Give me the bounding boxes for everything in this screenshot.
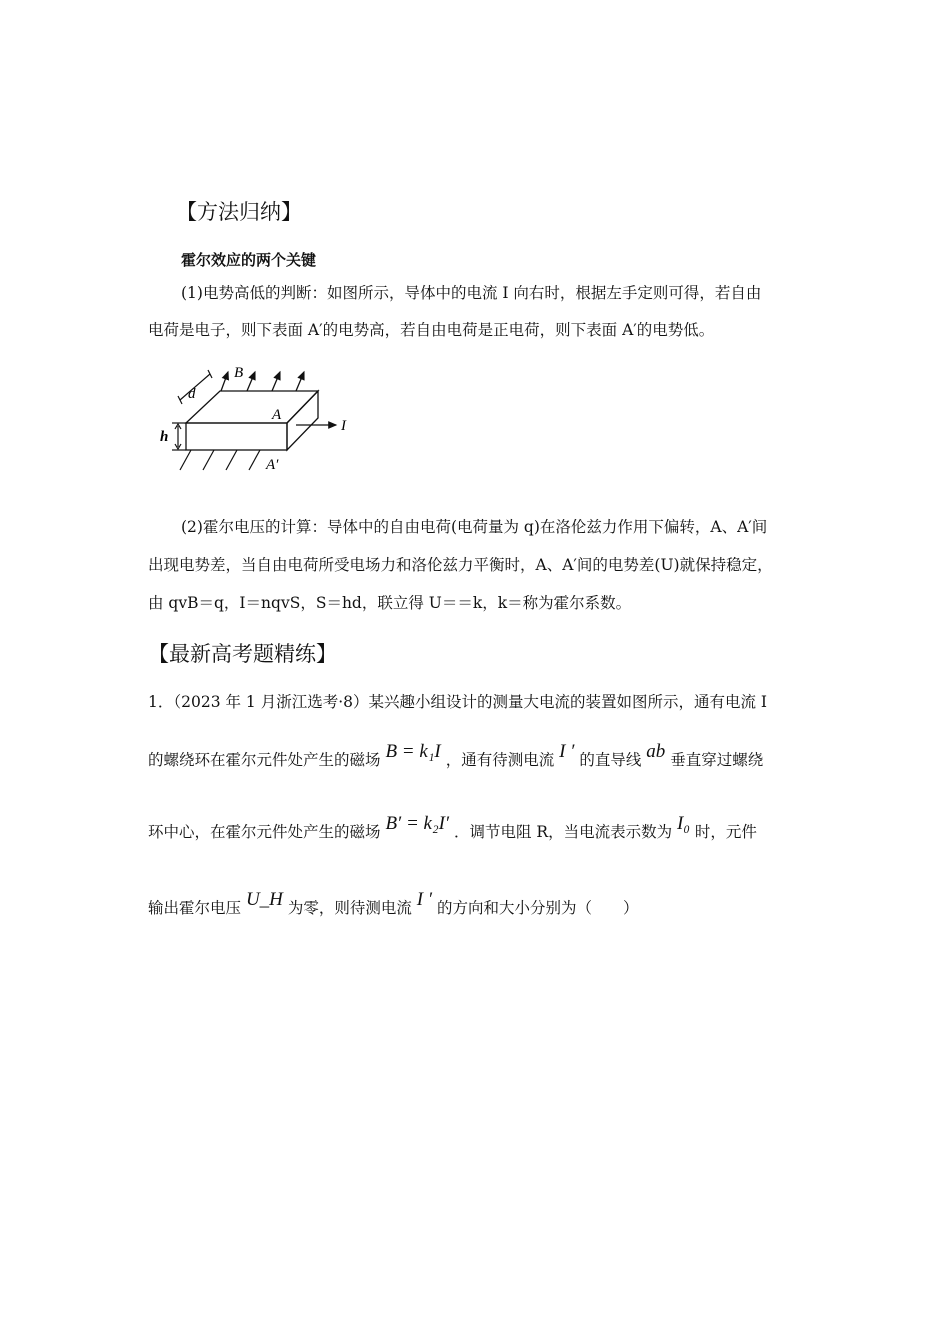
paragraph-2-line-2: 出现电势差，当自由电荷所受电场力和洛伦兹力平衡时，A、A′间的电势差(U)就保持稳定， (148, 556, 773, 574)
q1-line2-text-a: 的螺绕环在霍尔元件处产生的磁场 (148, 751, 381, 769)
q1-line3-text-b: ．调节电阻 R，当电流表示数为 (454, 823, 673, 841)
paragraph-1-line-2: 电荷是电子，则下表面 A′的电势高，若自由电荷是正电荷，则下表面 A′的电势低。 (148, 321, 715, 339)
q1-line4-text-b: 为零，则待测电流 (287, 899, 412, 917)
question-1-line-3 (148, 812, 757, 842)
label-A-prime: A′ (266, 457, 279, 473)
q1-line4-text-a: 输出霍尔电压 (148, 899, 242, 917)
formula-I-prime: I ′ (559, 741, 575, 762)
q1-line3-text-c: 时，元件 (694, 823, 757, 841)
formula-I0: I₀ (677, 813, 690, 834)
height-h-marker (172, 423, 186, 450)
paragraph-2-line-1: (2)霍尔电压的计算：导体中的自由电荷(电荷量为 q)在洛伦兹力作用下偏转，A、A′间 (181, 518, 768, 536)
formula-I-prime-2: I ′ (416, 889, 433, 910)
label-h: h (160, 429, 169, 445)
label-A: A (272, 407, 282, 423)
method-heading: 【方法归纳】 (176, 200, 302, 224)
formula-B-prime-k2-I-prime: B′ = k₂I′ (385, 813, 450, 834)
q1-line2-text-b: ，通有待测电流 (445, 751, 555, 769)
latest-exam-heading: 【最新高考题精练】 (148, 642, 337, 666)
hall-effect-diagram (150, 362, 360, 480)
q1-line2-text-d: 垂直穿过螺绕 (670, 751, 764, 769)
label-d: d (188, 386, 196, 402)
question-1-line-2 (148, 740, 763, 770)
question-1-line-4 (148, 888, 638, 918)
formula-ab: ab (646, 741, 666, 762)
formula-B-k1-I: B = k₁I (385, 741, 441, 762)
paragraph-2-line-3: 由 qvB＝q，I＝nqvS，S＝hd，联立得 U＝＝k，k＝称为霍尔系数。 (148, 594, 632, 612)
method-subheading: 霍尔效应的两个关键 (181, 251, 317, 269)
lower-surface-hatching (180, 450, 260, 470)
q1-line3-text-a: 环中心，在霍尔元件处产生的磁场 (148, 823, 381, 841)
q1-line4-text-c: 的方向和大小分别为（ ） (436, 899, 639, 917)
question-1-line-1: 1．（2023 年 1 月浙江选考·8）某兴趣小组设计的测量大电流的装置如图所示，通有电流 I (148, 693, 768, 711)
q1-line2-text-c: 的直导线 (579, 751, 642, 769)
formula-UH: U_H (245, 889, 283, 910)
paragraph-1-line-1: (1)电势高低的判断：如图所示，导体中的电流 I 向右时，根据左手定则可得，若自由 (181, 284, 762, 302)
conductor-block (186, 391, 318, 450)
label-B: B (234, 365, 244, 381)
label-I: I (341, 418, 346, 434)
